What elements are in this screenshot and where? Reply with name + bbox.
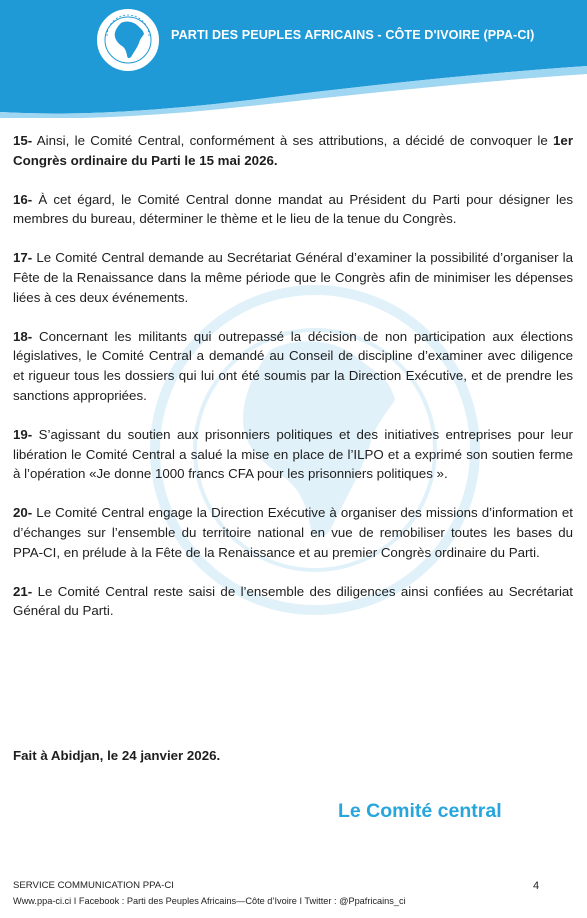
paragraph-number: 19- [13, 426, 33, 442]
paragraph-19 [13, 425, 573, 484]
organization-name: PARTI DES PEUPLES AFRICAINS - CÔTE D'IVOIRE (PPA-CI) [171, 28, 535, 42]
party-logo [94, 6, 162, 74]
paragraph-bold-text: 1er Congrès ordinaire du Parti le 15 mai 2026. [13, 133, 573, 168]
document-body [13, 131, 573, 640]
paragraph-17 [13, 248, 573, 307]
paragraph-15 [13, 131, 573, 171]
paragraph-text: Concernant les militants qui outrepassé la décision de non participation aux élections législatives, le Comité Central a demandé au Conseil de discipline d’examiner avec diligence et rigueur tous les dossiers qui lui ont été soumis par la Direction Exécutive, et de prendre les sanctions appropriées. [13, 328, 573, 403]
paragraph-number: 20- [13, 505, 33, 521]
paragraph-18 [13, 327, 573, 406]
letterhead-header [0, 0, 587, 118]
footer-contacts: Www.ppa-ci.ci I Facebook : Parti des Peuples Africains—Côte d’Ivoire I Twitter : @Ppafricains_ci [13, 896, 406, 906]
paragraph-text: Le Comité Central demande au Secrétariat Général d’examiner la possibilité d’organiser la Fête de la Renaissance dans la même période que le Congrès afin de minimiser les dépenses liées à ces deux événements. [13, 250, 573, 305]
paragraph-number: 21- [13, 583, 33, 599]
paragraph-text: À cet égard, le Comité Central donne mandat au Président du Parti pour désigner les membres du bureau, déterminer le thème et le lieu de la tenue du Congrès. [13, 191, 573, 227]
paragraph-text: Ainsi, le Comité Central, conformément à ses attributions, a décidé de convoquer le [32, 133, 554, 148]
paragraph-20 [13, 503, 573, 562]
paragraph-text: Le Comité Central engage la Direction Exécutive à organiser des missions d’information et d’échanges sur l’ensemble du territoire national en vue de remobiliser toutes les bases du PPA-CI, en prélude à la Fête de la Renaissance et au premier Congrès ordinaire du Parti. [13, 505, 573, 560]
footer-service: SERVICE COMMUNICATION PPA-CI [13, 880, 174, 891]
paragraph-16 [13, 190, 573, 230]
paragraph-text: Le Comité Central reste saisi de l’ensemble des diligences ainsi confiées au Secrétariat Général du Parti. [13, 583, 573, 619]
page-number: 4 [533, 880, 540, 892]
paragraph-number: 17- [13, 250, 33, 266]
paragraph-number: 16- [13, 191, 33, 207]
paragraph-21 [13, 582, 573, 622]
header-wave-band [0, 0, 587, 118]
paragraph-number: 18- [13, 328, 33, 344]
signature-block: Le Comité central [338, 800, 502, 822]
paragraph-number: 15- [13, 133, 33, 148]
place-and-date: Fait à Abidjan, le 24 janvier 2026. [13, 748, 221, 763]
paragraph-text: S’agissant du soutien aux prisonniers politiques et des initiatives entreprises pour leur libération le Comité Central a salué la mise en place de l’ILPO et a exprimé son soutien ferme à l’opération «Je donne 1000 francs CFA pour les prisonniers politiques ». [13, 426, 573, 482]
